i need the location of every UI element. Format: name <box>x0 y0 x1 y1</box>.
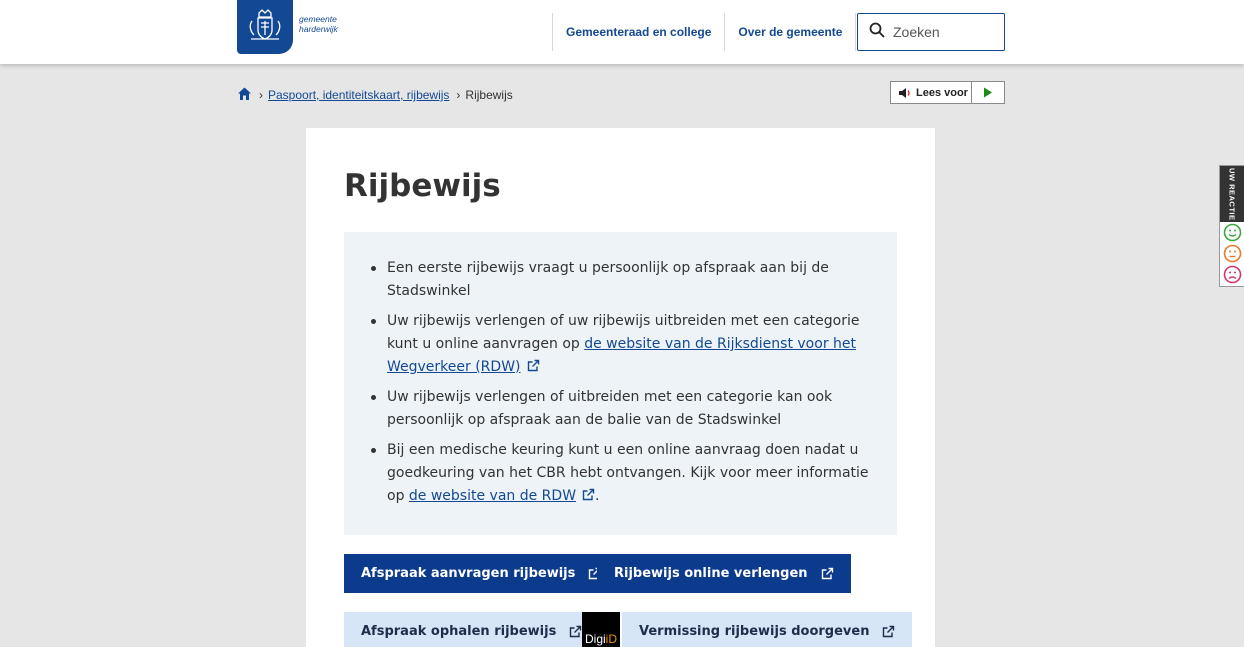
digid-text-d: D <box>608 632 618 646</box>
play-button[interactable] <box>972 82 1004 103</box>
button-label: Afspraak aanvragen rijbewijs <box>361 566 576 581</box>
page-title: Rijbewijs <box>344 168 501 204</box>
list-item-text: Uw rijbewijs verlengen of uw rijbewijs uitbreiden met een categorie kunt u online aanvragen op <box>387 313 860 352</box>
afspraak-ophalen-button[interactable] <box>344 612 599 647</box>
list-item <box>368 386 872 432</box>
digid-text-accent: iD <box>605 632 618 646</box>
list-item <box>368 439 872 508</box>
chevron-right-icon: › <box>456 88 461 102</box>
list-item <box>368 257 872 303</box>
digid-logo <box>582 612 620 647</box>
read-aloud-button[interactable] <box>891 82 972 103</box>
info-list <box>368 257 872 508</box>
search-icon <box>869 22 885 42</box>
breadcrumb-link-paspoort[interactable]: Paspoort, identiteitskaart, rijbewijs <box>268 88 450 102</box>
nav-over-de-gemeente[interactable]: Over de gemeente <box>724 13 855 51</box>
sad-face-icon[interactable] <box>1223 265 1242 284</box>
list-item <box>368 310 872 379</box>
play-icon <box>983 87 993 98</box>
chevron-right-icon: › <box>259 88 263 102</box>
logo-text-harderwijk: harderwijk <box>299 24 338 34</box>
breadcrumb-current: Rijbewijs <box>465 88 513 102</box>
logo-text-gemeente: gemeente <box>299 14 337 24</box>
search-box[interactable] <box>857 13 1005 51</box>
list-item-text: Een eerste rijbewijs vraagt u persoonlijk op afspraak aan bij de Stadswinkel <box>387 260 829 299</box>
speaker-icon <box>898 87 912 99</box>
site-header <box>0 0 1244 64</box>
online-verlengen-button[interactable] <box>597 554 851 593</box>
info-box <box>344 232 897 535</box>
nav-gemeenteraad[interactable]: Gemeenteraad en college <box>552 13 724 51</box>
button-label: Afspraak ophalen rijbewijs <box>361 624 557 639</box>
external-link-icon <box>821 567 834 580</box>
feedback-label: UW REACTIE <box>1220 166 1244 222</box>
home-icon[interactable] <box>237 86 252 104</box>
read-aloud-widget <box>890 81 1005 104</box>
external-link-icon <box>882 625 895 638</box>
coat-of-arms-icon <box>237 0 293 54</box>
neutral-face-icon[interactable] <box>1223 244 1242 263</box>
external-link-icon <box>569 625 582 638</box>
happy-face-icon[interactable] <box>1223 223 1242 242</box>
vermissing-button[interactable] <box>622 612 912 647</box>
button-label: Vermissing rijbewijs doorgeven <box>639 624 870 639</box>
read-aloud-label: Lees voor <box>916 86 968 99</box>
external-link-icon <box>582 488 595 501</box>
digid-text: Digi <box>585 632 606 646</box>
municipality-logo[interactable] <box>237 0 342 54</box>
search-input[interactable] <box>893 24 993 40</box>
external-link-icon <box>527 359 540 372</box>
list-item-text: Bij een medische keuring kunt u een online aanvraag doen nadat u goedkeuring van het CBR hebt ontvangen. Kijk voor meer informatie op <box>387 442 869 504</box>
content-card <box>306 128 935 647</box>
breadcrumb <box>237 86 513 104</box>
rdw-website-link[interactable]: de website van de Rijksdienst voor het Wegverkeer (RDW) <box>387 336 856 375</box>
logo-text <box>299 14 338 54</box>
main-navigation <box>552 13 856 51</box>
list-item-text: Uw rijbewijs verlengen of uitbreiden met een categorie kan ook persoonlijk op afspraak aan de balie van de Stadswinkel <box>387 389 833 428</box>
afspraak-aanvragen-button[interactable] <box>344 554 618 593</box>
button-label: Rijbewijs online verlengen <box>614 566 808 581</box>
feedback-widget[interactable] <box>1219 165 1244 287</box>
rdw-website-link[interactable]: de website van de RDW <box>408 488 577 504</box>
list-item-text: . <box>595 488 600 504</box>
